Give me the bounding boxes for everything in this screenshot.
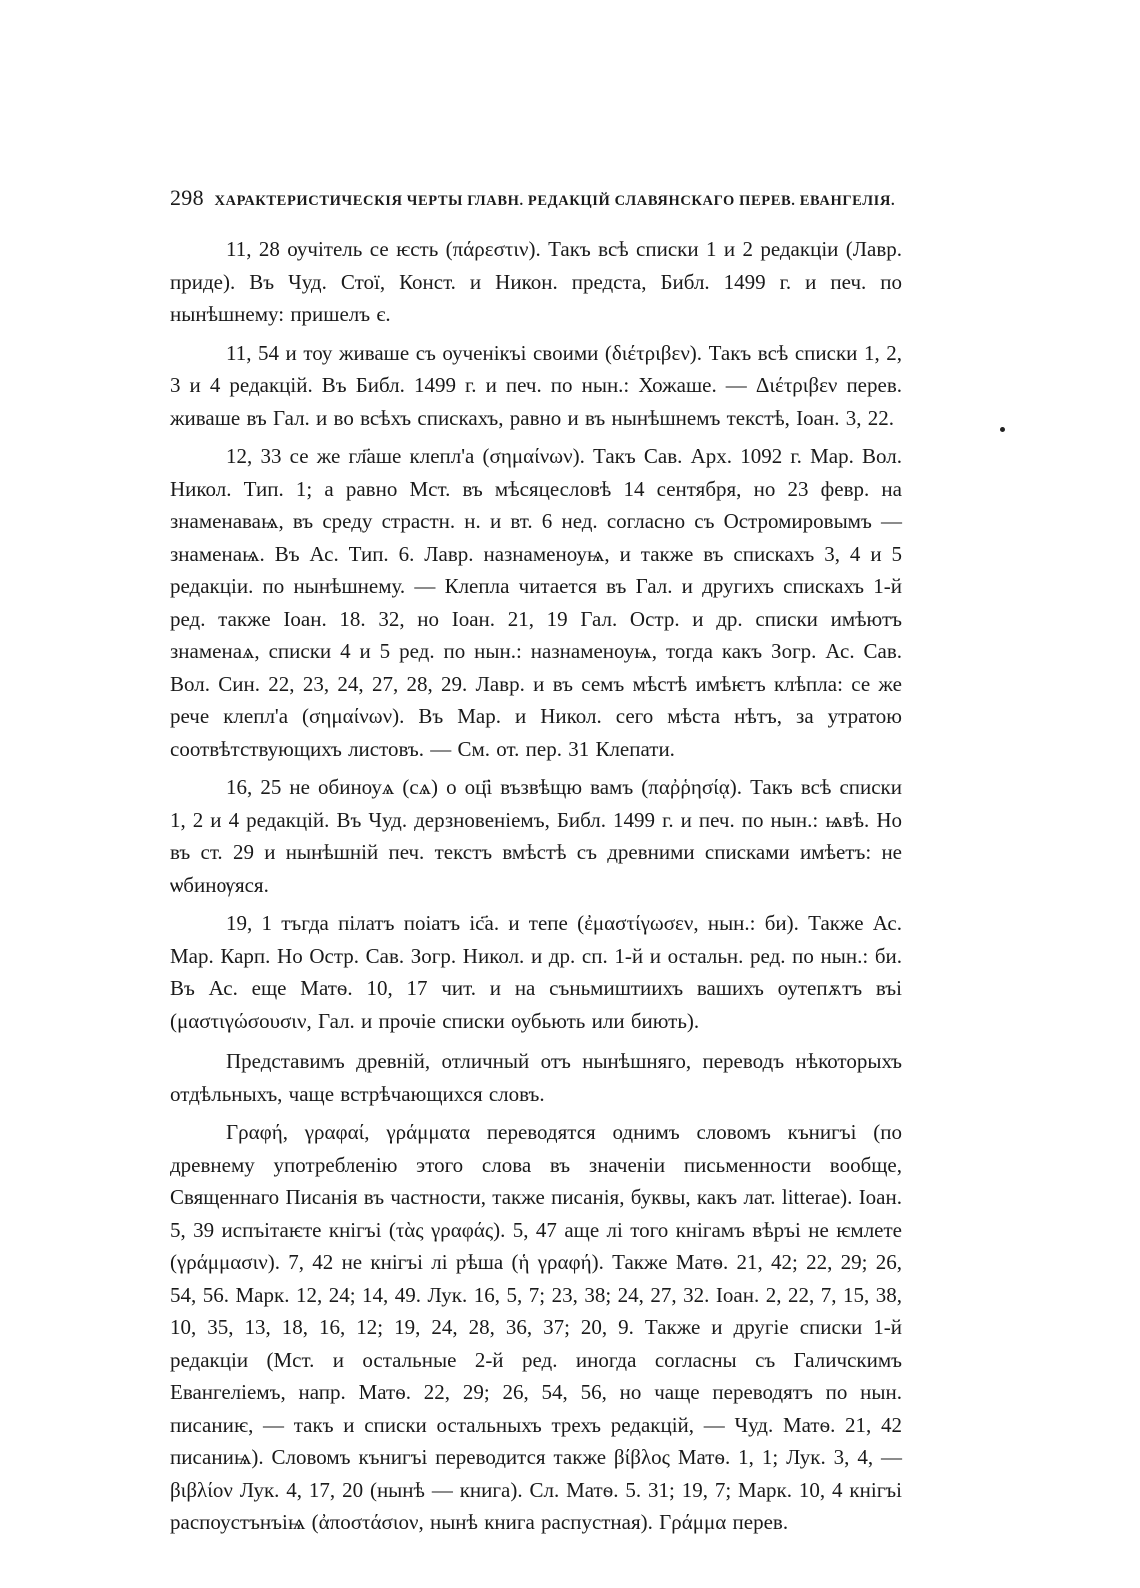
paragraph-19-1: 19, 1 тъгда пілатъ поіатъ іс҃а. и тепе (ἐμαστίγωσεν, нын.: би). Также Ас. Мар. Карп. Но Остр. Сав. Зогр. Никол. и др. сп. 1-й и остальн. ред. по нын.: би. Въ Ас. еще Матѳ. 10, 17 чит. и на съньмиштиихъ вашихъ оутепѫтъ въі (μαστιγώσουσιν, Гал. и прочіе списки оубьють или биють). — [170, 911, 902, 1033]
paragraph-11-28: 11, 28 оучітель се ѥсть (πάρεστιν). Такъ всѣ списки 1 и 2 редакціи (Лавр. приде). Въ Чуд. Стої, Конст. и Никон. предста, Библ. 1499 г. и печ. по нынѣшнему: пришелъ є. — [170, 237, 902, 326]
paragraph-grafe: Γραφή, γραφαί, γράμματα переводятся однимъ словомъ кънигъі (по древнему употребленію этого слова въ значеніи письменности вообще, Священнаго Писанія въ частности, также писанія, буквы, какъ лат. litterae). Іоан. 5, 39 испъітаѥте кнігъі (τὰς γραφάς). 5, 47 аще лі того кнігамъ вѣръі не ѥмлете (γράμμασιν). 7, 42 не кнігъі лі рѣша (ἡ γραφή). Также Матѳ. 21, 42; 22, 29; 26, 54, 56. Марк. 12, 24; 14, 49. Лук. 16, 5, 7; 23, 38; 24, 27, 32. Іоан. 2, 22, 7, 15, 38, 10, 35, 13, 18, 16, 12; 19, 24, 28, 36, 37; 20, 9. Также и другіе списки 1-й редакціи (Мст. и остальные 2-й ред. иногда согласны съ Галичскимъ Евангеліемъ, напр. Матѳ. 22, 29; 26, 54, 56, но чаще переводятъ по нын. писаниѥ, — такъ и списки остальныхъ трехъ редакцій, — Чуд. Матѳ. 21, 42 писаниѩ). Словомъ кънигъі переводится также βίβλος Матѳ. 1, 1; Лук. 3, 4, — βιβλίον Лук. 4, 17, 20 (нынѣ — книга). Сл. Матѳ. 5. 31; 19, 7; Марк. 10, 4 кнігъі распоустънъіѩ (ἀποστάσιον, нынѣ книга распустная). Γράμμα перев. — [170, 1120, 902, 1534]
paragraph-12-33: 12, 33 се же гл҃аше клепл'а (σημαίνων). Такъ Сав. Арх. 1092 г. Мар. Вол. Никол. Тип. 1; а равно Мст. въ мѣсяцесловѣ 14 сентября, но 23 февр. на знаменаваѩ, въ среду страстн. н. и вт. 6 нед. согласно съ Остромировымъ — знаменаѩ. Въ Ас. Тип. 6. Лавр. назнаменоуѩ, и также въ спискахъ 3, 4 и 5 редакціи. по нынѣшнему. — Клепла читается въ Гал. и другихъ спискахъ 1-й ред. также Іоан. 18. 32, но Іоан. 21, 19 Гал. Остр. и др. списки имѣютъ знаменаѧ, списки 4 и 5 ред. по нын.: назнаменоуѩ, тогда какъ Зогр. Ас. Сав. Вол. Син. 22, 23, 24, 27, 28, 29. Лавр. и въ семъ мѣстѣ имѣѥтъ клѣпла: се же рече клепл'а (σημαίνων). Въ Мар. и Никол. сего мѣста нѣтъ, за утратою соотвѣтствующихъ листовъ. — См. от. пер. 31 Клепати. — [170, 444, 902, 761]
paragraph-16-25: 16, 25 не обиноуѧ (сѧ) о оц҃і възвѣщю вамъ (παῤῥησίᾳ). Такъ всѣ списки 1, 2 и 4 редакцій. Въ Чуд. дерзновеніемъ, Библ. 1499 г. и печ. по нын.: ѩвѣ. Но въ ст. 29 и нынѣшній печ. текстъ вмѣстѣ съ древними списками имѣетъ: не ѡбинѹяся. — [170, 775, 902, 897]
page-number: 298 — [170, 185, 204, 210]
paragraph-11-54: 11, 54 и тоу живаше съ оученікъі своими (διέτριβεν). Такъ всѣ списки 1, 2, 3 и 4 редакцій. Въ Библ. 1499 г. и печ. по нын.: Хожаше. — Διέτριβεν перев. живаше въ Гал. и во всѣхъ спискахъ, равно и въ нынѣшнемъ текстѣ, Іоан. 3, 22. — [170, 340, 902, 430]
paragraph-intro-words: Представимъ древній, отличный отъ нынѣшняго, переводъ нѣкоторыхъ отдѣльныхъ, чаще встрѣчающихся словъ. — [170, 1049, 902, 1106]
page — [170, 185, 902, 1545]
running-title: ХАРАКТЕРИСТИЧЕСКІЯ ЧЕРТЫ ГЛАВН. РЕДАКЦІЙ СЛАВЯНСКАГО ПЕРЕВ. ЕВАНГЕЛІЯ. — [214, 193, 896, 209]
stray-ink-dot — [1000, 427, 1005, 432]
running-header — [170, 185, 902, 211]
